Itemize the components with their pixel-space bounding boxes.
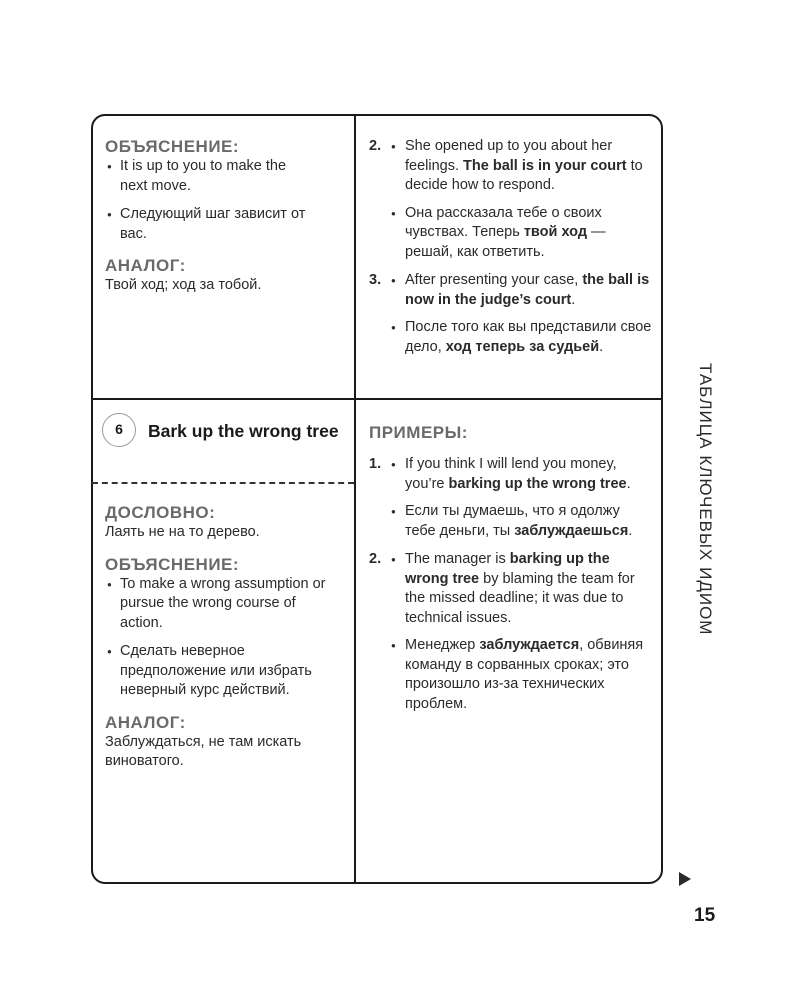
idiom-highlight: barking up the wrong tree — [448, 475, 627, 492]
row-divider — [92, 398, 663, 400]
bullet-icon: ● — [391, 555, 396, 564]
bullet-icon: ● — [391, 276, 396, 285]
example-text: Она рассказала тебе о своих чувствах. Теперь — [405, 204, 602, 240]
example-2-en — [369, 550, 654, 628]
example-text: . — [599, 338, 604, 355]
example-text: . — [628, 522, 633, 539]
explanation-en: ● It is up to you to make the next move. — [105, 157, 315, 196]
page-number: 15 — [694, 905, 716, 926]
next-page-arrow-icon — [679, 872, 691, 886]
explanation-list — [105, 575, 345, 701]
analog-heading: АНАЛОГ: — [105, 256, 186, 275]
explanation-heading: ОБЪЯСНЕНИЕ: — [105, 137, 240, 156]
idiom-highlight: заблуждаешься — [514, 522, 629, 539]
idiom-highlight: The ball is in your court — [463, 157, 627, 174]
side-section-label: ТАБЛИЦА КЛЮЧЕВЫХ ИДИОМ — [696, 363, 715, 636]
idiom-number-badge: 6 — [102, 413, 136, 447]
example-text: , обвиняя команду в сорванных сроках; это произошло из-за технических проблем. — [405, 637, 644, 712]
bullet-icon: ● — [391, 507, 396, 516]
example-text: If you think I will lend you money, you’re — [405, 456, 617, 492]
column-divider — [354, 115, 356, 884]
bullet-icon: ● — [391, 460, 396, 469]
example-number: 3. — [369, 272, 382, 288]
analog-heading: АНАЛОГ: — [105, 712, 186, 732]
example-text: Менеджер — [405, 637, 480, 653]
example-number: 1. — [369, 456, 382, 472]
example-number: 2. — [369, 138, 382, 154]
example-text: . — [626, 475, 631, 492]
examples-heading: ПРИМЕРЫ: — [369, 423, 468, 442]
explanation-en: ● To make a wrong assumption or pursue the wrong course of action. — [105, 575, 338, 634]
bullet-icon: ● — [391, 142, 396, 151]
idiom-highlight: заблуждается — [479, 637, 580, 653]
example-text: . — [571, 291, 576, 308]
example-1-en — [369, 455, 654, 494]
analog-text: Заблуждаться, не там искать виноватого. — [105, 733, 302, 769]
bullet-icon: ● — [391, 208, 396, 218]
example-text: После того как вы представили свое дело, — [405, 319, 652, 355]
bullet-icon: ● — [391, 323, 396, 332]
example-text: by blaming the team for the missed deadline; it was due to technical issues. — [405, 570, 635, 626]
dashed-divider — [92, 482, 354, 484]
example-2-ru — [369, 204, 654, 263]
example-text: to decide how to respond. — [405, 157, 643, 193]
literal-heading: ДОСЛОВНО: — [105, 503, 216, 522]
example-3-ru — [369, 318, 654, 357]
analog-text: Твой ход; ход за тобой. — [105, 277, 262, 293]
top-left-cell — [105, 137, 345, 296]
explanation-list — [105, 157, 345, 244]
example-text: Если ты думаешь, что я одолжу тебе деньги, ты — [405, 503, 620, 539]
idiom-highlight: твой ход — [523, 224, 588, 240]
example-1-ru — [369, 502, 654, 541]
idiom-title: Bark up the wrong tree — [148, 421, 339, 441]
example-text: After presenting your case, — [405, 272, 583, 288]
example-text: The manager is — [405, 551, 510, 567]
bottom-right-cell — [369, 423, 654, 714]
example-2-en — [369, 137, 654, 196]
example-3-en — [369, 271, 654, 310]
idiom-highlight: the ball is now in the judge’s court — [405, 272, 650, 308]
idiom-highlight: ход теперь за судьей — [445, 338, 600, 355]
top-right-cell — [369, 137, 654, 357]
example-text: She opened up to you about her feelings. — [405, 138, 613, 174]
bullet-icon: ● — [391, 641, 396, 650]
idiom-highlight: barking up the wrong tree — [405, 551, 610, 587]
explanation-ru: ● Следующий шаг зависит от вас. — [105, 205, 315, 244]
explanation-heading: ОБЪЯСНЕНИЕ: — [105, 554, 240, 574]
literal-text: Лаять не на то дерево. — [105, 524, 260, 540]
bottom-left-cell — [105, 503, 345, 772]
explanation-ru: ● Сделать неверное предположение или избрать неверный курс действий. — [105, 642, 345, 701]
example-2-ru — [369, 636, 654, 714]
example-text: — решай, как ответить. — [405, 224, 606, 260]
example-number: 2. — [369, 551, 382, 567]
